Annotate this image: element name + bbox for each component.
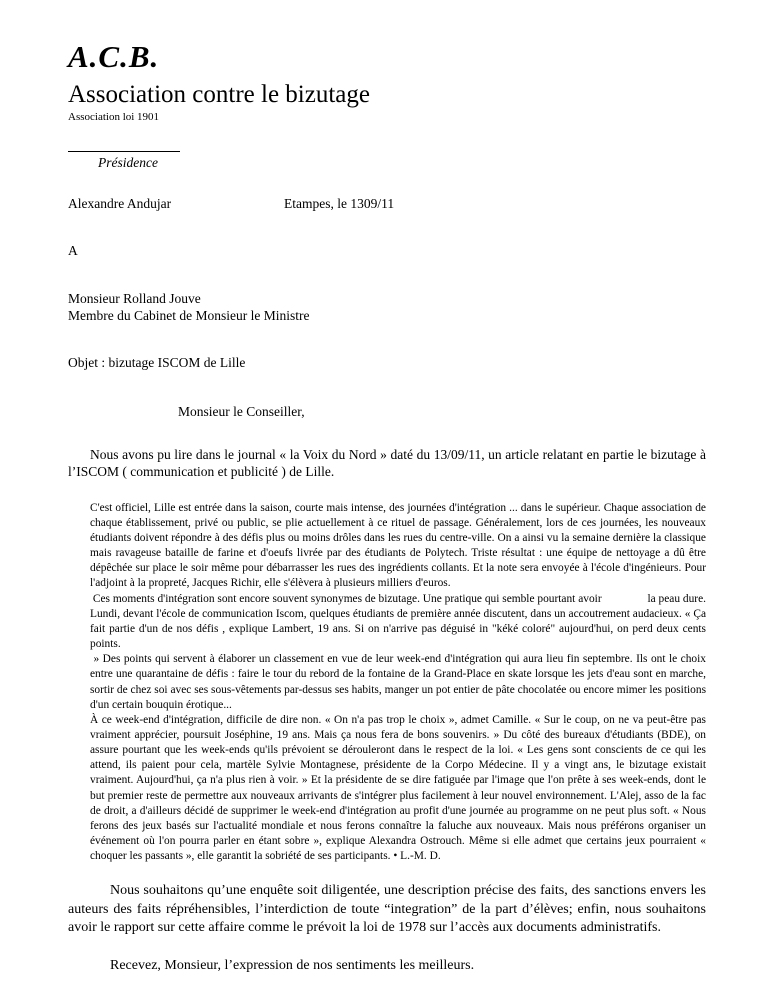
salutation: Monsieur le Conseiller,: [178, 404, 305, 419]
sender-name: Alexandre Andujar: [68, 195, 172, 211]
signoff-paragraph: Recevez, Monsieur, l’expression de nos sentiments les meilleurs.: [110, 957, 475, 973]
org-name: Association contre le bizutage: [68, 80, 370, 108]
quote-paragraph: Ces moments d'intégration sont encore souvent synonymes de bizutage. Une pratique qui semble pourtant avoir la peau dure. Lundi, devant l'école de communication Iscom, quelques étudiants de première année discutent, dans un accoutrement audacieux. « Ça fait partie d'un de nos défis , explique Lambert, 19 ans. Si on n'arrive pas déguisé in "kéké coloré" aujourd'hui, on perd deux cents points.: [90, 592, 709, 651]
quoted-article: [90, 501, 709, 865]
recipient-name: Monsieur Rolland Jouve: [68, 291, 201, 307]
subject-line: Objet : bizutage ISCOM de Lille: [68, 355, 246, 371]
org-abbreviation: A.C.B.: [68, 39, 160, 74]
divider-rule: [68, 151, 180, 152]
intro-paragraph: Nous avons pu lire dans le journal « la Voix du Nord » daté du 13/09/11, un article relatant en partie le bizutage à l’ISCOM ( communication et publicité ) de Lille.: [68, 446, 706, 479]
closing-paragraph: Nous souhaitons qu’une enquête soit diligentée, une description précise des faits, des sanctions envers les auteurs des faits répréhensibles, l’interdiction de toute “integration” de la part d’élèves; enfin, nous souhaitons avoir le rapport sur cette affaire comme le prévoit la loi de 1978 sur l’accès aux documents administratifs.: [68, 883, 706, 935]
org-subtitle: Association loi 1901: [68, 111, 160, 123]
place-date: Etampes, le 1309/11: [284, 195, 395, 211]
recipient-block: [68, 291, 706, 325]
sender-row: [68, 196, 706, 213]
quote-paragraph: » Des points qui servent à élaborer un classement en vue de leur week-end d'intégration qui aura lieu fin septembre. Ils ont le choix entre une quarantaine de défis : faire le tour du rebord de la fontaine de la Grand-Place en skate lorsque les jets d'eau sont en marche, sortir de chez soi avec ses sous-vêtements par-dessus ses habits, manger un pot entier de pâte chocolatée ou encore mimer les positions d'un certain bouquin érotique...: [90, 653, 709, 711]
quote-paragraph: C'est officiel, Lille est entrée dans la saison, courte mais intense, des journées d'intégration ... dans le supérieur. Chaque association de chaque établissement, privé ou public, se plie actuellement à ce rituel de passage. Généralement, lors de ces journées, les nouveaux étudiants doivent répondre à des défis plus ou moins drôles dans les rues du centre-ville. On a ainsi vu la semaine dernière la classique mais ravageuse bataille de farine et d'oeufs livrée par des étudiants de Polytech. Triste résultat : une équipe de nettoyage a dû être dépêchée sur place le soir même pour débarrasser les rues des ingrédients collants. Et la note sera envoyée à l'école d'ingénieurs. Pour l'adjoint à la propreté, Jacques Richir, elle s'élèvera à plusieurs milliers d'euros.: [90, 501, 709, 590]
role-title: Présidence: [98, 154, 158, 170]
to-label: A: [68, 242, 78, 258]
recipient-title: Membre du Cabinet de Monsieur le Ministre: [68, 308, 310, 324]
quote-paragraph: À ce week-end d'intégration, difficile de dire non. « On n'a pas trop le choix », admet Camille. « Sur le coup, on ne va peut-être pas vraiment apprécier, poursuit Joséphine, 19 ans. Mais ça nous fera de bons souvenirs. » Du côté des bureaux d'étudiants (BDE), on assure pourtant que les week-ends qu'ils prévoient se dérouleront dans le respect de la loi. « Les gens sont conscients de ce qui les attend, ils paient pour cela, martèle Sylvie Montagnese, présidente de la Corpo Médecine. Il y a vingt ans, le bizutage existait vraiment. Aujourd'hui, ça n'a plus rien à voir. » Et la présidente de se dire fatiguée par l'image que l'on prête à ses week-ends, dont le but premier reste de permettre aux nouveaux arrivants de s'intégrer plus facilement à leur nouvel environnement. L'Alej, asso de la fac de droit, a d'ailleurs décidé de supprimer le week-end d'intégration au profit d'une journée au programme on ne peut plus soft. « Nous ferons des jeux basés sur l'actualité mondiale et nous ferons connaître la faluche aux nouveaux. Mais nous préférons organiser un événement où l'on pourra parler en étant sobre », explique Alexandra Ostrouch. Même si elle admet que certains jeux pourraient « choquer les passants », elle garantit la sobriété de ses participants. • L.-M. D.: [90, 713, 709, 863]
